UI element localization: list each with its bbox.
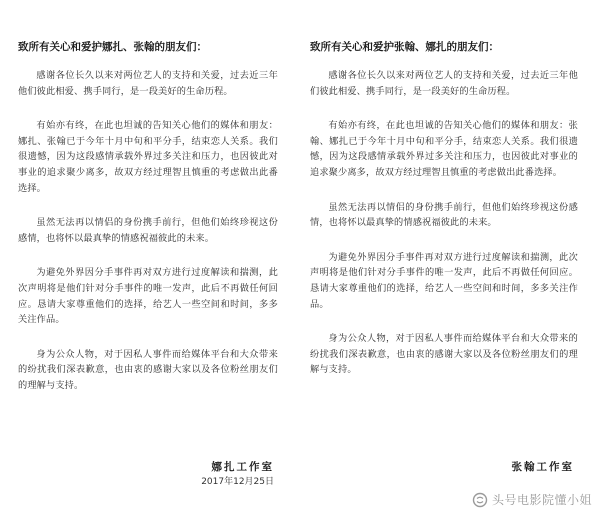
left-signature-block — [201, 460, 274, 489]
right-paragraph-5: 身为公众人物，对于因私人事件而给媒体平台和大众带来的纷扰我们深表歉意，也由衷的感谢大家以及各位粉丝朋友们的理解与支持。 — [310, 333, 578, 376]
right-paragraph-1: 感谢各位长久以来对两位艺人的支持和关爱，过去近三年他们彼此相爱、携手同行，是一段美好的生命历程。 — [310, 70, 578, 97]
headline-logo-icon — [472, 492, 488, 508]
left-signature: 娜扎工作室 — [211, 461, 274, 473]
right-signature: 张翰工作室 — [511, 461, 574, 473]
right-paragraph-4: 为避免外界因分手事件再对双方进行过度解读和揣测，此次声明将是他们针对分手事件的唯一发声，此后不再做任何回应。恳请大家尊重他们的选择，给艺人一些空间和时间，多多关注作品。 — [310, 251, 578, 310]
left-paragraph-1: 感谢各位长久以来对两位艺人的支持和关爱，过去近三年他们彼此相爱、携手同行，是一段美好的生命历程。 — [18, 70, 278, 97]
right-salutation: 致所有关心和爱护张翰、娜扎的朋友们： — [310, 41, 499, 53]
watermark — [472, 491, 592, 508]
watermark-text: 头号电影院懂小姐 — [491, 493, 592, 507]
right-paragraph-2: 有始亦有终，在此也坦诚的告知关心他们的媒体和朋友：张翰、娜扎已于今年十月中旬和平分手，结束恋人关系。我们很遗憾，因为这段感情承载外界过多关注和压力，也因彼此对事业的追求聚少离多，故双方经过理智且慎重的考虑做出此番选择。 — [310, 120, 578, 178]
left-paragraph-4: 为避免外界因分手事件再对双方进行过度解读和揣测，此次声明将是他们针对分手事件的唯一发声，此后不再做任何回应。恳请大家尊重他们的选择，给艺人一些空间和时间，多多关注作品。 — [18, 267, 278, 326]
left-paragraph-3: 虽然无法再以情侣的身份携手前行，但他们始终珍视这份感情，也将怀以最真挚的情感祝福彼此的未来。 — [18, 217, 278, 244]
right-paragraph-3: 虽然无法再以情侣的身份携手前行，但他们始终珍视这份感情，也将怀以最真挚的情感祝福彼此的未来。 — [310, 201, 578, 229]
right-statement — [300, 0, 600, 516]
left-date: 2017年12月25日 — [201, 477, 274, 487]
left-salutation: 致所有关心和爱护娜扎、张翰的朋友们： — [18, 41, 207, 53]
right-signature-block — [512, 460, 575, 474]
left-paragraph-5: 身为公众人物，对于因私人事件而给媒体平台和大众带来的纷扰我们深表歉意，也由衷的感谢大家以及各位粉丝朋友们的理解与支持。 — [18, 348, 278, 391]
left-paragraph-2: 有始亦有终，在此也坦诚的告知关心他们的媒体和朋友：娜扎、张翰已于今年十月中旬和平分手，结束恋人关系。我们很遗憾，因为这段感情承载外界过多关注和压力，也因彼此对事业的追求聚少离多，故双方经过理智且慎重的考虑做出此番选择。 — [18, 120, 278, 194]
